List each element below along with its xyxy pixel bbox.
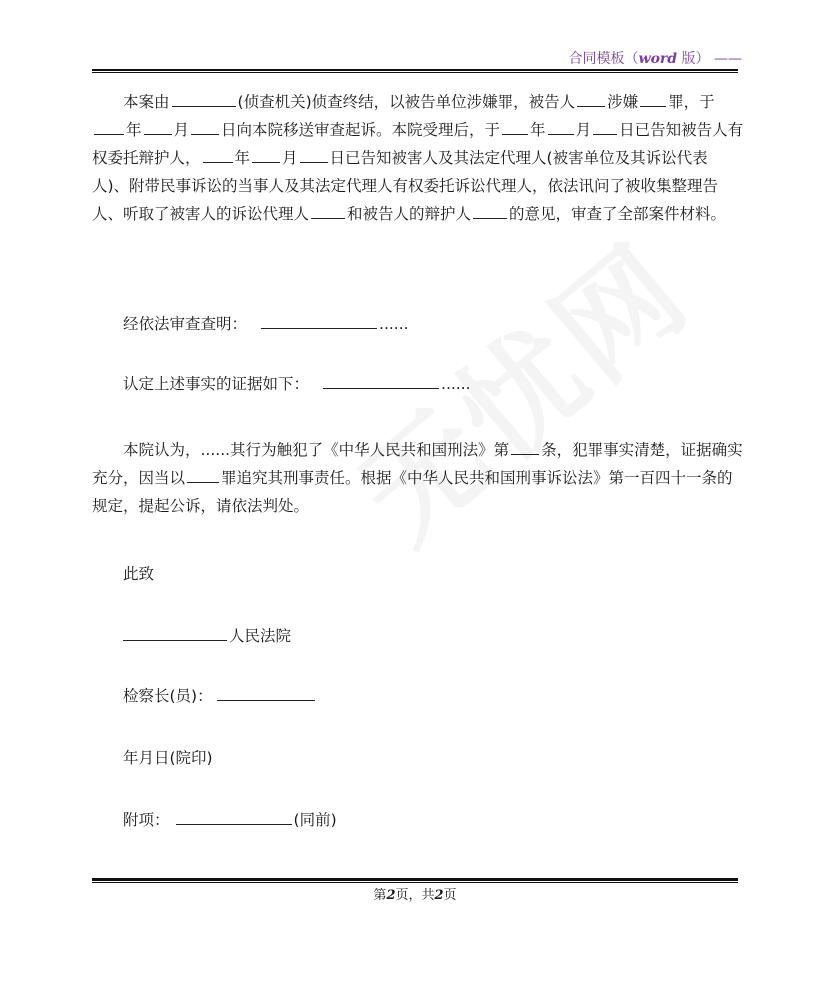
blank-victim-agent[interactable] (311, 202, 345, 219)
blank-crime[interactable] (640, 90, 666, 107)
blank-prosecutor[interactable] (217, 684, 315, 701)
footer-rule (92, 878, 738, 881)
current-page: 2 (386, 888, 396, 903)
date-seal: 年月日(院印) (123, 749, 213, 767)
finding-line: 经依法审查查明： ...... (123, 312, 409, 336)
prosecutor-line: 检察长(员)： (123, 684, 317, 708)
salutation: 此致 (123, 565, 155, 583)
blank-defendant[interactable] (577, 90, 605, 107)
total-pages: 2 (434, 888, 444, 903)
blank-attachment[interactable] (176, 808, 292, 825)
blank-charge[interactable] (187, 466, 219, 483)
header-suffix: 版） —— (677, 51, 742, 67)
blank-findings[interactable] (261, 312, 377, 329)
paragraph-case-intro: 本案由 (侦查机关)侦查终结，以被告单位涉嫌罪，被告人 涉嫌 罪，于年 月 日向本院移送审查起诉。本院受理后，于 年 月 日已告知被告人有权委托辩护人， 年 月 日已告知被害人及其法定代理人(被害单位及其诉讼代表人)、附带民事诉讼的当事人及其法定代理人有权委托诉讼代理人，依法讯问了被收集整理告人、听取了被害人的诉讼代理人 和被告人的辩护人 的意见，审查了全部案件材料。 (92, 88, 744, 228)
court-line: 人民法院 (123, 624, 291, 648)
header-rule-thin (92, 72, 738, 73)
footer-rule-thin (92, 882, 738, 883)
header-prefix: 合同模板（ (568, 51, 639, 67)
attachment-line: 附项： (同前) (123, 808, 337, 832)
header-word: word (638, 51, 678, 67)
blank-evidence[interactable] (323, 372, 439, 389)
page-number: 第2页，共2页 (373, 888, 457, 903)
evidence-line: 认定上述事实的证据如下： ...... (123, 372, 471, 396)
paragraph-court-opinion: 本院认为，......其行为触犯了《中华人民共和国刑法》第 条，犯罪事实清楚，证据确实充分，因当以 罪追究其刑事责任。根据《中华人民共和国刑事诉讼法》第一百四十一条的规定，提起公诉，请依法判处。 (92, 436, 744, 520)
blank-defender[interactable] (473, 202, 507, 219)
header-rule (92, 69, 738, 71)
document-header (569, 48, 742, 68)
blank-article[interactable] (511, 438, 539, 455)
blank-court-name[interactable] (123, 624, 227, 641)
blank-investigation-agency[interactable] (172, 90, 236, 107)
